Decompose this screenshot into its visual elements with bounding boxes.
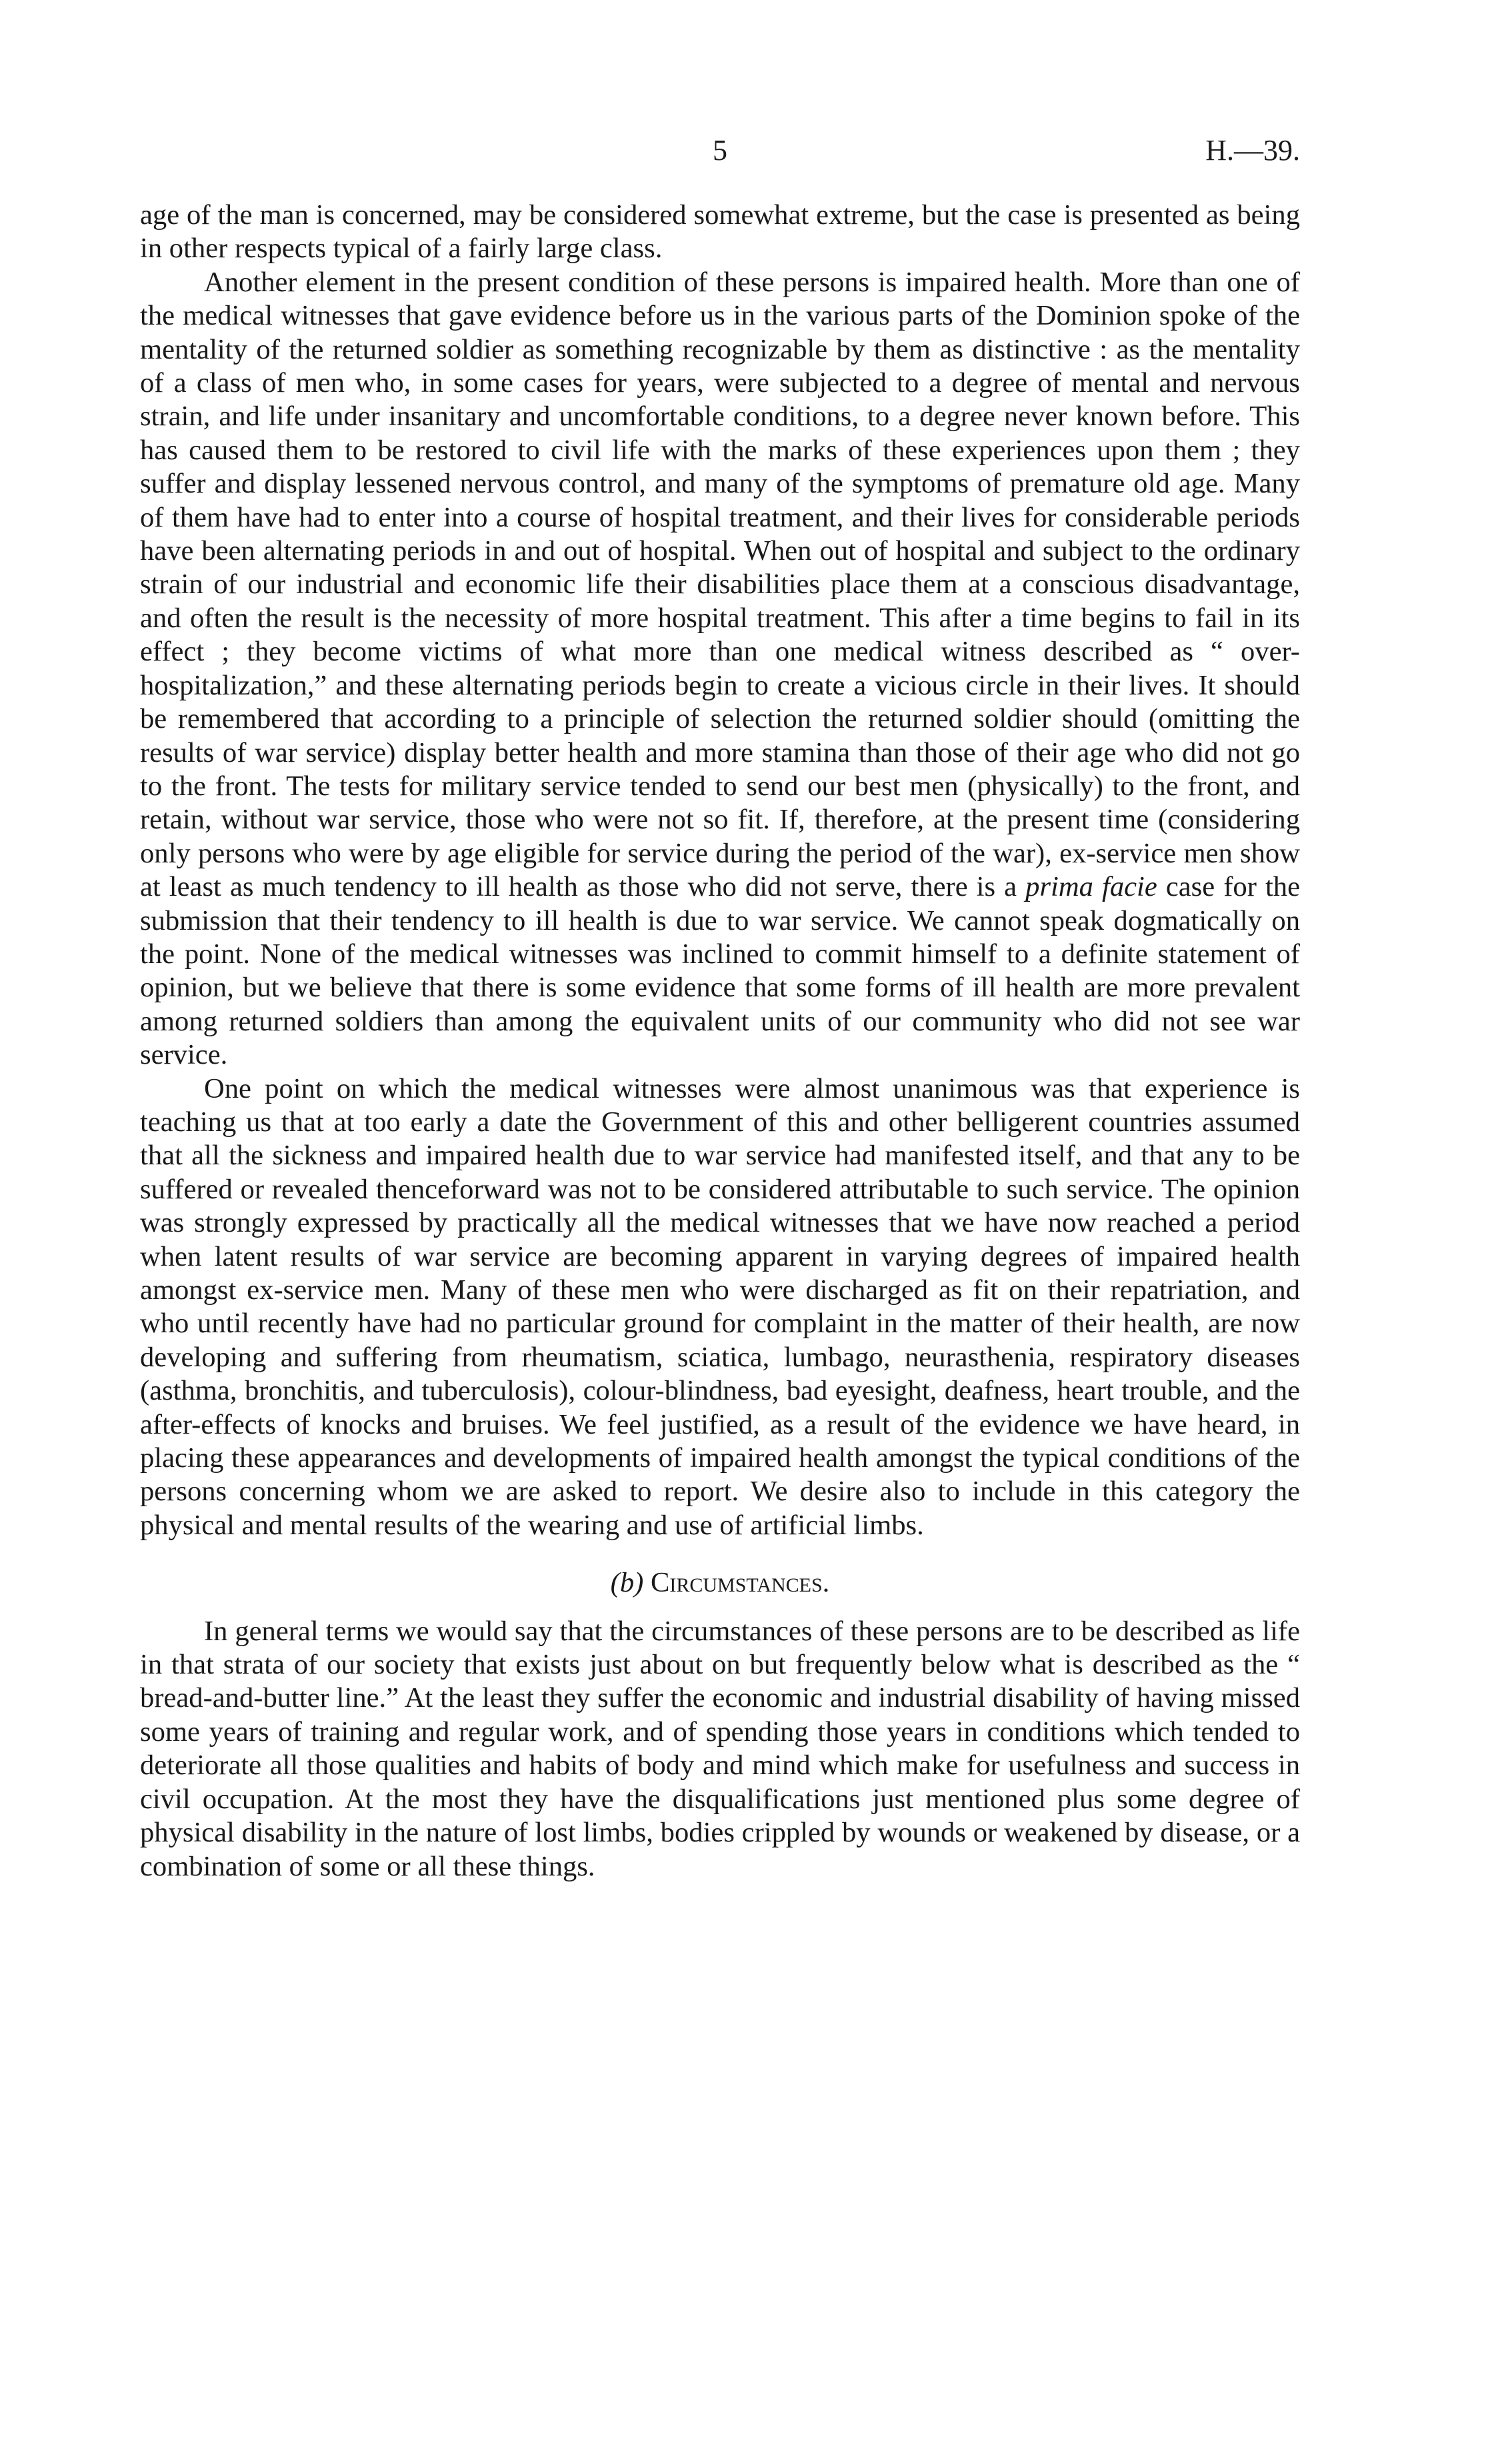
- latin-phrase: prima facie: [1025, 871, 1157, 903]
- section-heading: [140, 1566, 1300, 1600]
- paragraph-impaired-health: [140, 266, 1300, 1072]
- paragraph-text: In general terms we would say that the circumstances of these persons are to be described as life in that strata of our society that exists just about on but frequently below what is described as the “ bread-and-butter line.” At the least they suffer the economic and industrial disability of having missed some years of training and regular work, and of spending those years in conditions which tended to deteriorate all those qualities and habits of body and mind which make for usefulness and success in civil occupation. At the most they have the disqualifications just mentioned plus some degree of physical disability in the nature of lost limbs, bodies crippled by wounds or weakened by disease, or a combination of some or all these things.: [140, 1615, 1300, 1882]
- page-number: 5: [713, 134, 727, 167]
- paragraph-text: One point on which the medical witnesses were almost unanimous was that experience is teaching us that at too early a date the Government of this and other belligerent countries assumed that all the sickness and impaired health due to war service had manifested itself, and that any to be suffered or revealed thenceforward was not to be considered attributable to such service. The opinion was strongly expressed by practically all the medical witnesses that we have now reached a period when latent results of war service are becoming apparent in varying degrees of impaired health amongst ex-service men. Many of these men who were discharged as fit on their repatriation, and who until recently have had no particular ground for complaint in the matter of their health, are now developing and suffering from rheumatism, sciatica, lumbago, neurasthenia, respiratory diseases (asthma, bronchitis, and tuberculosis), colour-blindness, bad eyesight, deafness, heart trouble, and the after-effects of knocks and bruises. We feel justified, as a result of the evidence we have heard, in placing these appearances and developments of impaired health amongst the typical conditions of the persons concerning whom we are asked to report. We desire also to include in this category the physical and mental results of the wearing and use of artificial limbs.: [140, 1072, 1300, 1541]
- paragraph-text: age of the man is concerned, may be considered somewhat extreme, but the case is presented as being in other respects typical of a fairly large class.: [140, 199, 1300, 265]
- paragraph-text-after: case for the submission that their tendency to ill health is due to war service. We cannot speak dogmatically on the point. None of the medical witnesses was inclined to commit himself to a definite statement of opinion, but we believe that there is some evidence that some forms of ill health are more prevalent among returned soldiers than among the equivalent units of our community who did not see war service.: [140, 871, 1300, 1071]
- section-letter: (b): [610, 1567, 644, 1599]
- section-title: Circumstances.: [650, 1567, 830, 1599]
- body-text: [140, 199, 1300, 1883]
- page-header: [140, 133, 1300, 173]
- paragraph-continuation: [140, 199, 1300, 266]
- paragraph-text: Another element in the present condition of these persons is impaired health. More than one of the medical witnesses that gave evidence before us in the various parts of the Dominion spoke of the mentality of the returned soldier as something recognizable by them as distinctive : as the mentality of a class of men who, in some cases for years, were subjected to a degree of mental and nervous strain, and life under insanitary and uncomfortable conditions, to a degree never known before. This has caused them to be restored to civil life with the marks of these experiences upon them ; they suffer and display lessened nervous control, and many of the symptoms of premature old age. Many of them have had to enter into a course of hospital treatment, and their lives for considerable periods have been alternating periods in and out of hospital. When out of hospital and subject to the ordinary strain of our industrial and economic life their disabilities place them at a conscious disadvantage, and often the result is the necessity of more hospital treatment. This after a time begins to fail in its effect ; they become victims of what more than one medical witness described as “ over-hospitalization,” and these alternating periods begin to create a vicious circle in their lives. It should be remembered that according to a principle of selection the returned soldier should (omitting the results of war service) display better health and more stamina than those of their age who did not go to the front. The tests for military service tended to send our best men (physically) to the front, and retain, without war service, those who were not so fit. If, therefore, at the present time (considering only persons who were by age eligible for service during the period of the war), ex-service men show at least as much tendency to ill health as those who did not serve, there is a: [140, 266, 1300, 903]
- paragraph-medical-witnesses: [140, 1072, 1300, 1543]
- document-reference: H.—39.: [1205, 134, 1300, 167]
- paragraph-circumstances: [140, 1615, 1300, 1883]
